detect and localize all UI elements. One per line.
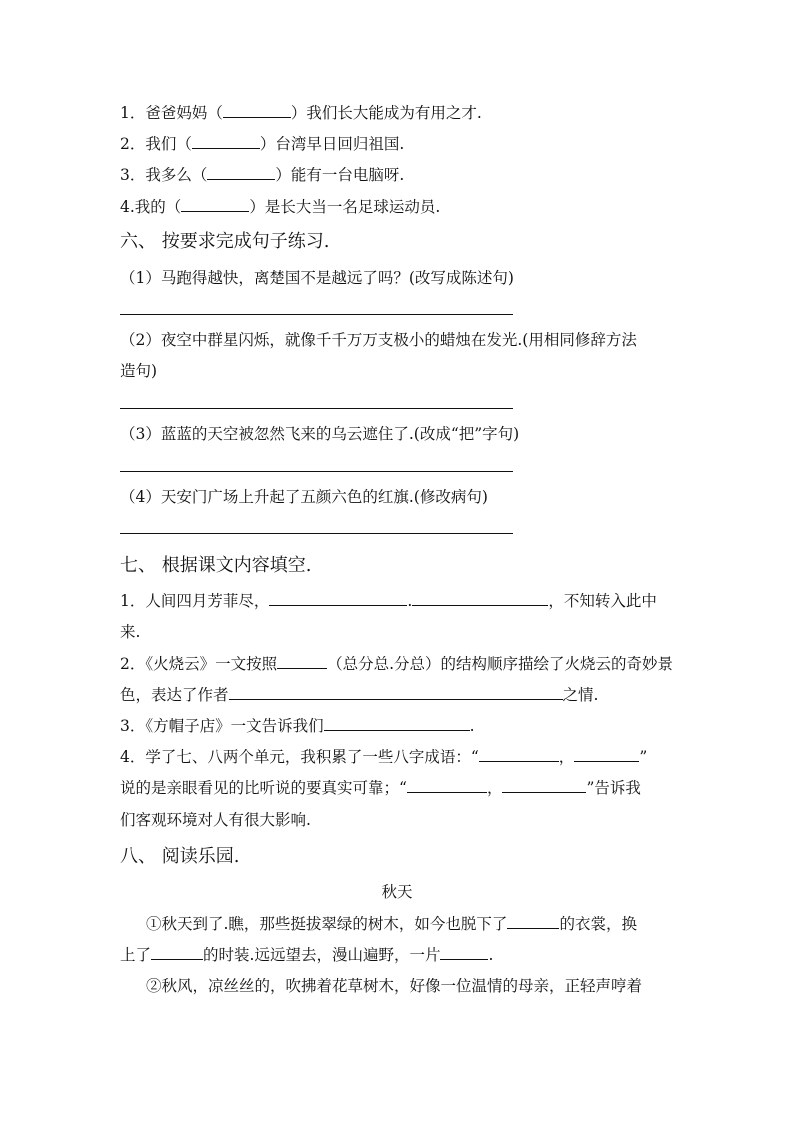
question-6-2: （2）夜空中群星闪烁，就像千千万万支极小的蜡烛在发光.(用相同修辞方法 xyxy=(120,331,637,349)
item-number: 4. xyxy=(120,198,135,216)
item-text: ， xyxy=(486,779,503,797)
item-text: 的时装.远远望去，漫山遍野，一片 xyxy=(203,946,441,964)
question-7-4-cont2: 们客观环境对人有很大影响. xyxy=(120,811,311,829)
question-6-2-cont: 造句) xyxy=(120,362,158,380)
answer-line[interactable] xyxy=(120,314,513,315)
passage-paragraph-1-cont xyxy=(120,945,493,965)
item-text: 之情. xyxy=(562,686,599,704)
question-7-3 xyxy=(120,716,475,736)
fill-item-2 xyxy=(120,134,404,154)
item-text: . xyxy=(407,592,413,610)
item-text: ）台湾早日回归祖国. xyxy=(259,135,405,153)
answer-blank[interactable] xyxy=(440,945,488,960)
item-text: 上了 xyxy=(120,946,152,964)
item-text: ①秋天到了.瞧，那些挺拔翠绿的树木，如今也脱下了 xyxy=(146,915,508,933)
item-text: ，不知转入此中 xyxy=(548,592,657,610)
answer-blank[interactable] xyxy=(223,103,291,118)
question-7-1 xyxy=(120,591,657,611)
item-text: 我的（ xyxy=(134,198,182,216)
section-7-title: 七、 根据课文内容填空. xyxy=(120,555,312,576)
passage-paragraph-1 xyxy=(146,914,637,934)
item-text: 我多么（ xyxy=(145,166,208,184)
item-text: ）我们长大能成为有用之才. xyxy=(290,104,482,122)
question-7-1-cont: 来. xyxy=(120,623,141,641)
answer-blank[interactable] xyxy=(277,654,327,669)
answer-blank[interactable] xyxy=(412,591,548,606)
item-text: . xyxy=(469,717,475,735)
question-7-4 xyxy=(120,747,647,767)
item-text: 爸爸妈妈（ xyxy=(145,104,223,122)
item-text: . xyxy=(488,946,494,964)
answer-blank[interactable] xyxy=(207,165,275,180)
item-text: ”告诉我 xyxy=(586,779,641,797)
fill-item-1 xyxy=(120,103,482,123)
item-text: 的衣裳，换 xyxy=(559,915,637,933)
question-6-3: （3）蓝蓝的天空被忽然飞来的乌云遮住了.(改成“把”字句) xyxy=(120,425,520,443)
question-7-4-cont xyxy=(120,778,641,798)
passage-title: 秋天 xyxy=(381,883,413,901)
fill-item-4 xyxy=(120,197,440,217)
answer-blank[interactable] xyxy=(479,747,559,762)
question-6-1: （1）马跑得越快，离楚国不是越远了吗？(改写成陈述句) xyxy=(120,269,514,287)
answer-blank[interactable] xyxy=(324,716,470,731)
section-8-title: 八、 阅读乐园. xyxy=(120,846,240,867)
answer-blank[interactable] xyxy=(229,685,563,700)
section-6-title: 六、 按要求完成句子练习. xyxy=(120,231,330,252)
fill-item-3 xyxy=(120,165,404,185)
answer-blank[interactable] xyxy=(507,914,559,929)
item-number: 2． xyxy=(120,135,146,153)
answer-blank[interactable] xyxy=(151,945,203,960)
question-6-4: （4）天安门广场上升起了五颜六色的红旗.(修改病句) xyxy=(120,488,488,506)
item-text: ）能有一台电脑呀. xyxy=(275,166,405,184)
item-text: 说的是亲眼看见的比听说的要真实可靠；“ xyxy=(120,779,407,797)
item-text: 3．《方帽子店》一文告诉我们 xyxy=(120,717,324,735)
answer-blank[interactable] xyxy=(192,134,260,149)
answer-blank[interactable] xyxy=(181,197,249,212)
answer-blank[interactable] xyxy=(269,591,407,606)
item-text: ” xyxy=(639,748,648,766)
item-text: 1．人间四月芳菲尽， xyxy=(120,592,270,610)
passage-paragraph-2: ②秋风，凉丝丝的，吹拂着花草树木，好像一位温情的母亲，正轻声哼着 xyxy=(146,977,643,995)
item-text: ， xyxy=(558,748,575,766)
answer-line[interactable] xyxy=(120,408,513,409)
item-number: 3． xyxy=(120,166,146,184)
item-text: 色，表达了作者 xyxy=(120,686,229,704)
answer-line[interactable] xyxy=(120,471,513,472)
item-number: 1． xyxy=(120,104,146,122)
answer-blank[interactable] xyxy=(574,747,639,762)
item-text: 2．《火烧云》一文按照 xyxy=(120,655,278,673)
question-7-2 xyxy=(120,654,673,674)
item-text: （总分总.分总）的结构顺序描绘了火烧云的奇妙景 xyxy=(327,655,674,673)
answer-blank[interactable] xyxy=(502,778,586,793)
answer-blank[interactable] xyxy=(407,778,487,793)
item-text: 4．学了七、八两个单元，我积累了一些八字成语：“ xyxy=(120,748,479,766)
item-text: ）是长大当一名足球运动员. xyxy=(249,198,441,216)
answer-line[interactable] xyxy=(120,533,513,534)
item-text: 我们（ xyxy=(145,135,192,153)
question-7-2-cont xyxy=(120,685,598,705)
